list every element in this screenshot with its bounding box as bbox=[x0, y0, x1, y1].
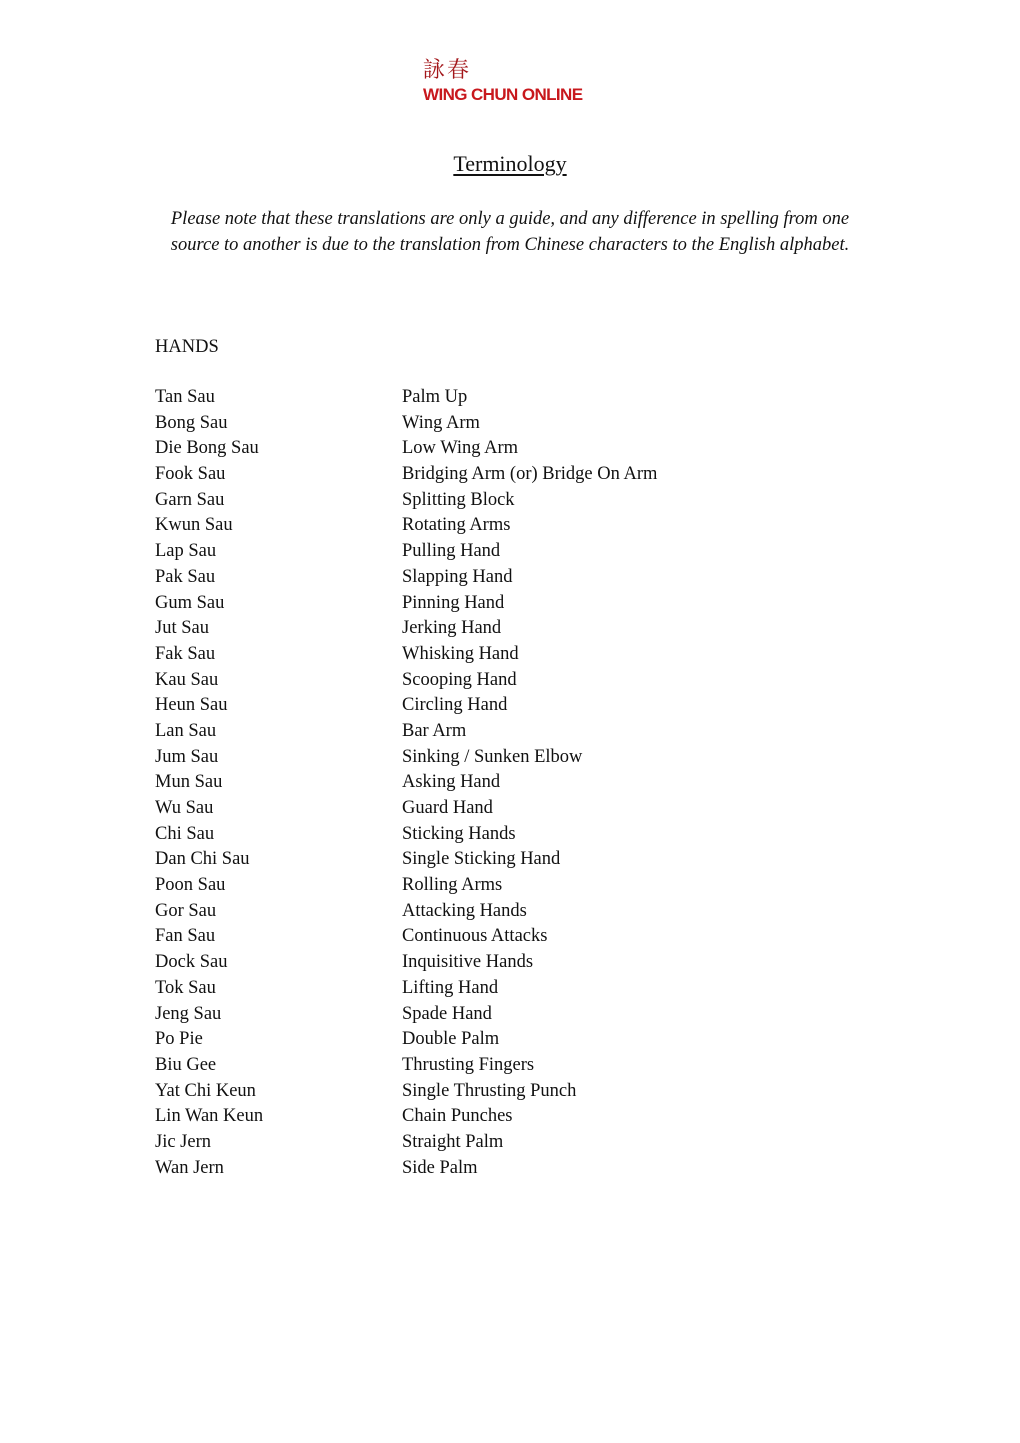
term-row bbox=[155, 591, 875, 617]
term-name: Jut Sau bbox=[155, 618, 209, 639]
term-row bbox=[155, 950, 875, 976]
term-row bbox=[155, 796, 875, 822]
term-row bbox=[155, 642, 875, 668]
term-meaning: Continuous Attacks bbox=[402, 926, 548, 947]
term-row bbox=[155, 436, 875, 462]
term-meaning: Single Thrusting Punch bbox=[402, 1080, 577, 1101]
term-meaning: Asking Hand bbox=[402, 772, 501, 793]
term-name: Po Pie bbox=[155, 1029, 203, 1050]
term-row bbox=[155, 899, 875, 925]
term-name: Kwun Sau bbox=[155, 515, 233, 536]
term-meaning: Sinking / Sunken Elbow bbox=[402, 746, 583, 767]
term-meaning: Palm Up bbox=[402, 387, 468, 407]
term-meaning: Side Palm bbox=[402, 1157, 478, 1178]
term-meaning: Sticking Hands bbox=[402, 823, 516, 844]
term-row bbox=[155, 1002, 875, 1028]
term-name: Jic Jern bbox=[155, 1131, 211, 1152]
term-name: Jeng Sau bbox=[155, 1003, 222, 1024]
term-meaning: Pinning Hand bbox=[402, 592, 505, 613]
term-row bbox=[155, 976, 875, 1002]
term-meaning: Lifting Hand bbox=[402, 977, 499, 998]
logo-chinese-characters: 詠春 bbox=[423, 58, 472, 83]
term-row bbox=[155, 488, 875, 514]
term-name: Tan Sau bbox=[155, 387, 215, 407]
terms-list bbox=[155, 385, 875, 1181]
term-name: Lan Sau bbox=[155, 720, 217, 741]
term-name: Dock Sau bbox=[155, 952, 228, 973]
term-meaning: Bar Arm bbox=[402, 720, 467, 741]
term-name: Dan Chi Sau bbox=[155, 849, 250, 870]
term-name: Mun Sau bbox=[155, 772, 223, 793]
term-meaning: Rotating Arms bbox=[402, 515, 511, 536]
term-name: Lin Wan Keun bbox=[155, 1106, 264, 1127]
term-meaning: Jerking Hand bbox=[402, 618, 502, 639]
term-row bbox=[155, 1079, 875, 1105]
term-name: Garn Sau bbox=[155, 489, 225, 510]
term-row bbox=[155, 539, 875, 565]
term-meaning: Thrusting Fingers bbox=[402, 1054, 535, 1075]
section-heading-hands: HANDS bbox=[155, 337, 219, 357]
term-row bbox=[155, 822, 875, 848]
translation-note: Please note that these translations are only a guide, and any difference in spelling from one source to another is due to the translation from Chinese characters to the English alphabet. bbox=[170, 209, 850, 255]
term-name: Tok Sau bbox=[155, 977, 216, 998]
term-meaning: Low Wing Arm bbox=[402, 438, 519, 459]
term-row bbox=[155, 1104, 875, 1130]
term-meaning: Circling Hand bbox=[402, 695, 508, 716]
term-meaning: Chain Punches bbox=[402, 1106, 513, 1127]
term-name: Wu Sau bbox=[155, 798, 214, 818]
term-meaning: Inquisitive Hands bbox=[402, 952, 534, 973]
term-meaning: Guard Hand bbox=[402, 798, 493, 818]
term-row bbox=[155, 719, 875, 745]
term-meaning: Attacking Hands bbox=[402, 900, 527, 921]
term-name: Yat Chi Keun bbox=[155, 1080, 256, 1101]
term-row bbox=[155, 873, 875, 899]
term-name: Pak Sau bbox=[155, 566, 216, 587]
term-row bbox=[155, 770, 875, 796]
term-meaning: Straight Palm bbox=[402, 1131, 504, 1152]
term-row bbox=[155, 1053, 875, 1079]
term-name: Gum Sau bbox=[155, 592, 225, 613]
term-row bbox=[155, 565, 875, 591]
term-row bbox=[155, 693, 875, 719]
term-row bbox=[155, 1027, 875, 1053]
term-meaning: Whisking Hand bbox=[402, 643, 519, 664]
term-row bbox=[155, 616, 875, 642]
term-name: Fan Sau bbox=[155, 926, 216, 947]
term-row bbox=[155, 411, 875, 437]
logo-brand-text: WING CHUN ONLINE bbox=[423, 85, 583, 104]
page-title: Terminology bbox=[453, 151, 567, 176]
term-row bbox=[155, 847, 875, 873]
term-meaning: Splitting Block bbox=[402, 489, 515, 510]
term-name: Chi Sau bbox=[155, 823, 215, 844]
term-meaning: Slapping Hand bbox=[402, 566, 513, 587]
term-name: Biu Gee bbox=[155, 1054, 217, 1075]
term-meaning: Single Sticking Hand bbox=[402, 849, 561, 870]
term-row bbox=[155, 462, 875, 488]
term-meaning: Scooping Hand bbox=[402, 669, 517, 690]
term-row bbox=[155, 924, 875, 950]
term-name: Heun Sau bbox=[155, 695, 228, 716]
term-meaning: Spade Hand bbox=[402, 1003, 492, 1024]
term-meaning: Rolling Arms bbox=[402, 875, 503, 896]
term-row bbox=[155, 745, 875, 771]
term-name: Kau Sau bbox=[155, 669, 219, 690]
term-row bbox=[155, 1156, 875, 1182]
term-name: Fook Sau bbox=[155, 464, 226, 485]
term-name: Fak Sau bbox=[155, 643, 216, 664]
term-row bbox=[155, 513, 875, 539]
term-row bbox=[155, 1130, 875, 1156]
term-row bbox=[155, 668, 875, 694]
term-name: Die Bong Sau bbox=[155, 438, 259, 459]
term-name: Lap Sau bbox=[155, 541, 217, 562]
term-name: Gor Sau bbox=[155, 900, 217, 921]
term-name: Wan Jern bbox=[155, 1157, 224, 1178]
term-meaning: Pulling Hand bbox=[402, 541, 501, 562]
term-meaning: Double Palm bbox=[402, 1029, 500, 1050]
term-name: Jum Sau bbox=[155, 746, 219, 767]
term-row bbox=[155, 385, 875, 411]
term-meaning: Bridging Arm (or) Bridge On Arm bbox=[402, 464, 658, 485]
term-name: Poon Sau bbox=[155, 875, 226, 896]
wing-chun-online-logo bbox=[423, 58, 598, 110]
term-name: Bong Sau bbox=[155, 412, 228, 433]
term-meaning: Wing Arm bbox=[402, 412, 480, 433]
